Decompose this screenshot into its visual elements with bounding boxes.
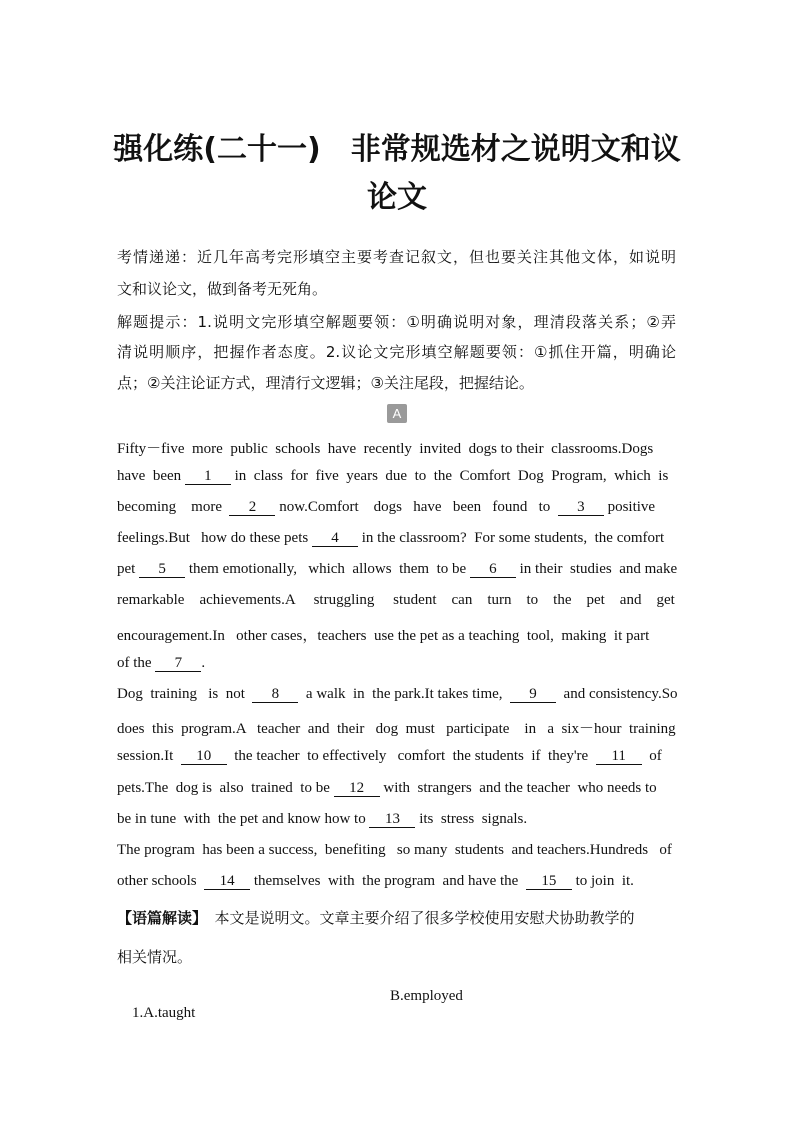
blank-8: 8 xyxy=(252,687,298,703)
blank-5: 5 xyxy=(139,562,185,578)
analysis-text: 本文是说明文。文章主要介绍了很多学校使用安慰犬协助教学的 xyxy=(199,909,635,927)
passage-text: themselves with the program and have the xyxy=(250,873,526,889)
blank-2: 2 xyxy=(229,500,275,516)
passage-text: them emotionally, which allows them to be xyxy=(185,561,470,577)
passage-text: remarkable achievements.A struggling student can turn to the pet and get xyxy=(117,592,675,608)
passage-text: positive xyxy=(603,499,656,515)
passage-text: in the classroom? For some students, the comfort xyxy=(357,530,665,546)
passage-text: to join it. xyxy=(571,873,634,889)
intro-line-3: 解题提示：1.说明文完形填空解题要领：①明确说明对象，理清段落关系；②弄 xyxy=(117,313,676,331)
passage-text: in their studies and make xyxy=(515,561,678,577)
passage-text: now.Comfort dogs have been found to xyxy=(275,499,558,515)
passage-text: becoming more xyxy=(117,499,230,515)
section-a-badge: A xyxy=(387,404,407,423)
passage-text: its stress signals. xyxy=(415,811,528,827)
blank-15: 15 xyxy=(526,874,572,890)
blank-4: 4 xyxy=(312,531,358,547)
passage-text: in class for five years due to the Comfort Dog Program, which is xyxy=(230,468,669,484)
blank-6: 6 xyxy=(470,562,516,578)
passage-text: of xyxy=(641,748,662,764)
passage-text: does this program.A teacher and their dog must participate in a six－hour training xyxy=(117,721,676,737)
passage-text: pet xyxy=(117,561,140,577)
passage-line-15 xyxy=(117,873,676,890)
blank-1: 1 xyxy=(185,469,231,485)
passage-line-11 xyxy=(117,748,676,765)
passage-line-12 xyxy=(117,780,676,797)
blank-7: 7 xyxy=(155,656,201,672)
passage-line-5 xyxy=(117,561,676,578)
blank-13: 13 xyxy=(369,812,415,828)
passage-text: Fifty－five more public schools have recently invited dogs to their classrooms.Dogs xyxy=(117,441,654,457)
question-1-row xyxy=(117,988,676,1056)
option-b[interactable]: B.employed xyxy=(390,988,463,1004)
blank-12: 12 xyxy=(334,781,380,797)
blank-3: 3 xyxy=(558,500,604,516)
passage-text: have been xyxy=(117,468,185,484)
passage-text: be in tune with the pet and know how to xyxy=(117,811,370,827)
passage-text: pets.The dog is also trained to be xyxy=(117,780,334,796)
intro-line-2: 文和议论文，做到备考无死角。 xyxy=(117,280,328,298)
blank-9: 9 xyxy=(510,687,556,703)
passage-text: Dog training is not xyxy=(117,686,253,702)
intro-line-5: 点；②关注论证方式，理清行文逻辑；③关注尾段，把握结论。 xyxy=(117,374,534,392)
option-a[interactable]: 1.A.taught xyxy=(132,1005,196,1021)
passage-text: with strangers and the teacher who needs to xyxy=(379,780,657,796)
blank-10: 10 xyxy=(181,749,227,765)
passage-line-13 xyxy=(117,811,676,828)
passage-text: other schools xyxy=(117,873,205,889)
passage-text: session.It xyxy=(117,748,181,764)
page-title-line-2: 论文 xyxy=(367,180,427,215)
analysis-line-2: 相关情况。 xyxy=(117,948,193,966)
passage-line-1 xyxy=(117,437,676,458)
intro-line-1: 考情递递：近几年高考完形填空主要考查记叙文，但也要关注其他文体，如说明 xyxy=(117,248,676,266)
passage-text: feelings.But how do these pets xyxy=(117,530,312,546)
analysis-label: 【语篇解读】 xyxy=(117,909,200,927)
analysis-line-1 xyxy=(117,907,676,928)
passage-line-8 xyxy=(117,655,676,672)
passage-text: The program has been a success, benefiting so many students and teachers.Hundreds of xyxy=(117,842,672,858)
page-title-line-1: 强化练(二十一) 非常规选材之说明文和议 xyxy=(113,132,681,167)
blank-14: 14 xyxy=(204,874,250,890)
passage-text: and consistency.So xyxy=(556,686,678,702)
passage-text: of the xyxy=(117,655,156,671)
passage-line-7 xyxy=(117,624,676,645)
passage-line-9 xyxy=(117,686,676,703)
blank-11: 11 xyxy=(596,749,642,765)
passage-text: . xyxy=(201,655,206,671)
passage-line-6 xyxy=(117,592,676,609)
passage-line-10 xyxy=(117,717,676,738)
passage-text: encouragement.In other cases，teachers use the pet as a teaching tool, making it part xyxy=(117,628,650,644)
intro-line-4: 清说明顺序，把握作者态度。2.议论文完形填空解题要领：①抓住开篇，明确论 xyxy=(117,343,676,361)
passage-text: the teacher to effectively comfort the students if they're xyxy=(226,748,596,764)
passage-text: a walk in the park.It takes time, xyxy=(298,686,511,702)
passage-line-4 xyxy=(117,530,676,547)
passage-line-3 xyxy=(117,499,676,516)
passage-line-14 xyxy=(117,842,676,859)
passage-line-2 xyxy=(117,468,676,485)
